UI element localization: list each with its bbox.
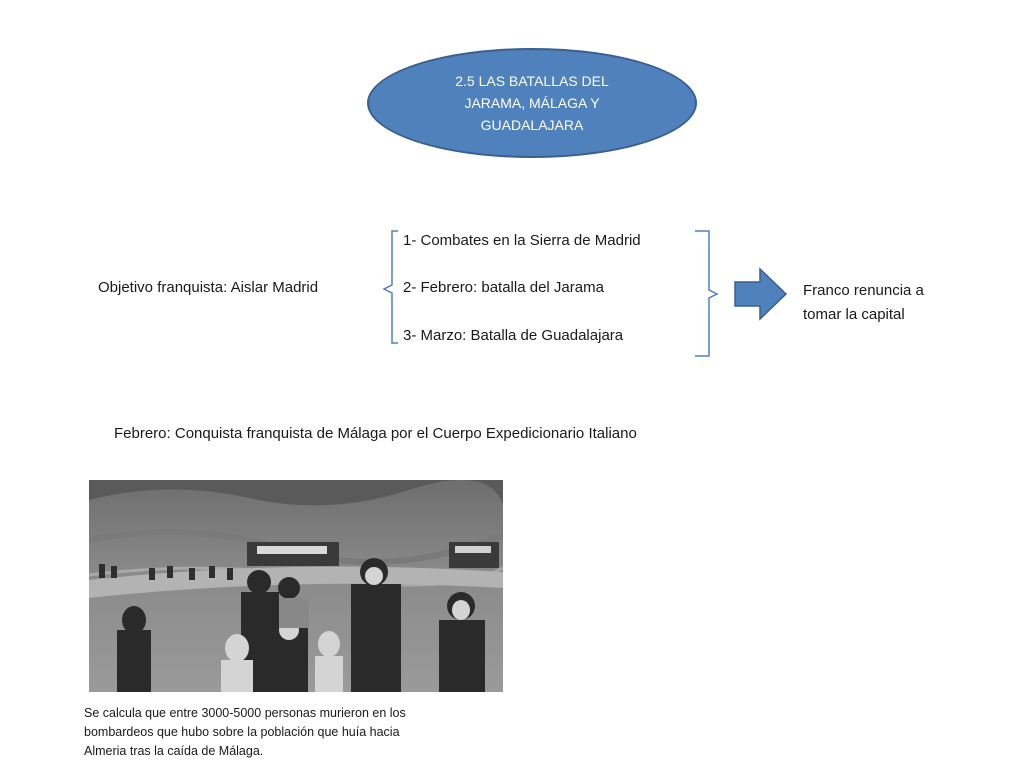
photo-caption — [84, 704, 504, 761]
caption-line-2: bombardeos que hubo sobre la población que huía hacia — [84, 725, 400, 739]
right-bracket — [692, 228, 722, 360]
title-line-1: 2.5 LAS BATALLAS DEL — [455, 73, 609, 89]
malaga-heading: Febrero: Conquista franquista de Málaga por el Cuerpo Expedicionario Italiano — [114, 425, 637, 442]
title-ellipse — [367, 48, 697, 158]
battle-item: 2- Febrero: batalla del Jarama — [403, 279, 604, 296]
result-line-1: Franco renuncia a — [803, 282, 924, 299]
refugees-photo — [89, 480, 503, 692]
result-line-2: tomar la capital — [803, 306, 905, 323]
objective-label: Objetivo franquista: Aislar Madrid — [98, 279, 319, 296]
caption-line-3: Almeria tras la caída de Málaga. — [84, 744, 264, 758]
right-arrow-icon — [732, 266, 790, 322]
title-line-3: GUADALAJARA — [480, 117, 584, 133]
battle-item: 1- Combates en la Sierra de Madrid — [403, 232, 641, 249]
left-bracket — [378, 228, 404, 346]
title-line-2: JARAMA, MÁLAGA Y — [464, 95, 600, 111]
result-text — [803, 279, 973, 327]
battle-item: 3- Marzo: Batalla de Guadalajara — [403, 327, 624, 344]
caption-line-1: Se calcula que entre 3000-5000 personas murieron en los — [84, 706, 406, 720]
